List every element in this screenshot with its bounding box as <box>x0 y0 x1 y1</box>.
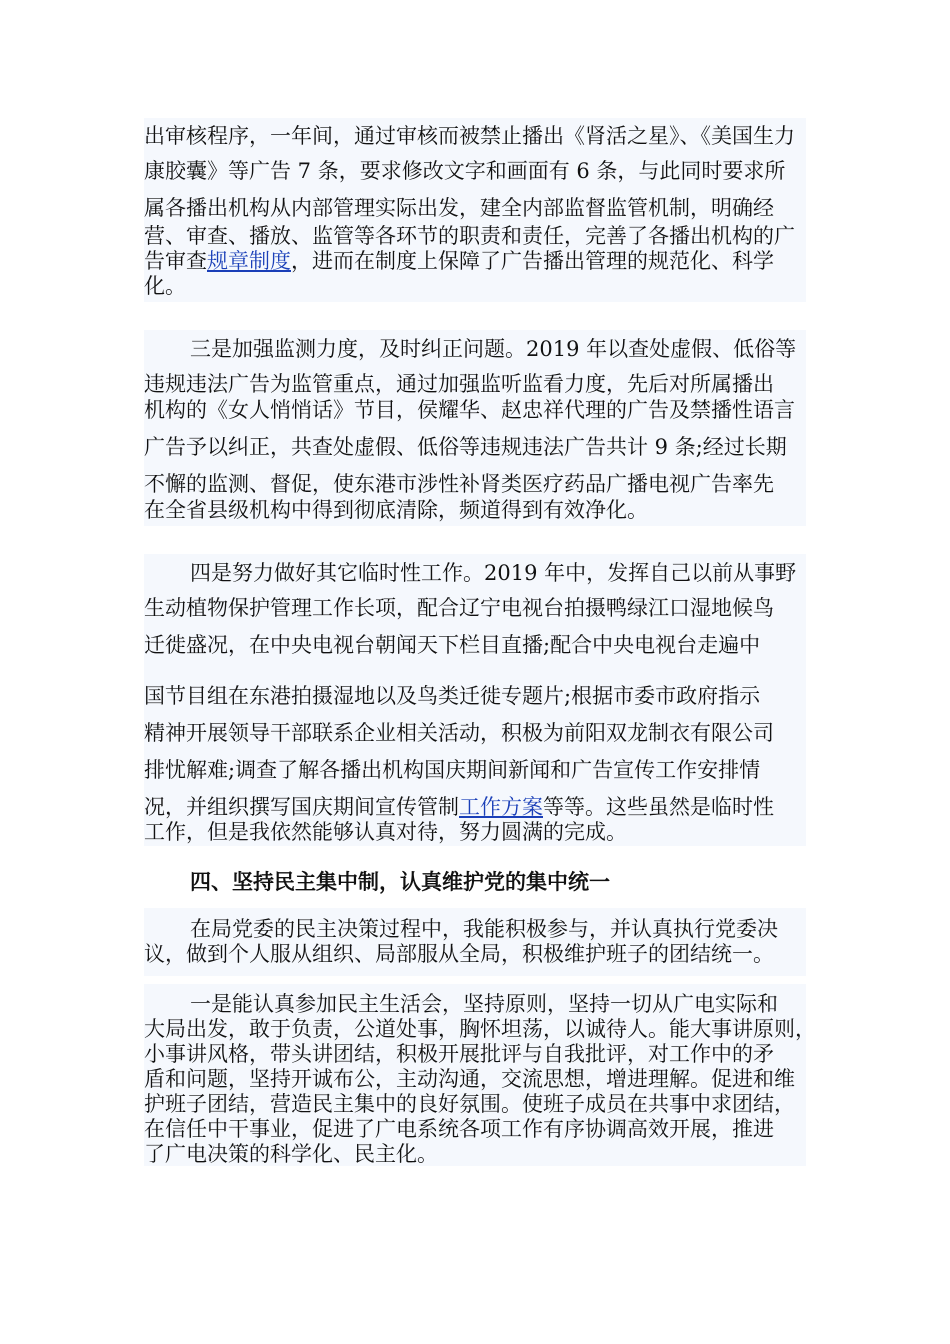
paragraph-5-line-7: 了广电决策的科学化、民主化。 <box>144 1142 438 1166</box>
paragraph-1-line-5 <box>144 248 824 274</box>
paragraph-1-line-4: 营、审查、播放、监管等各环节的职责和责任，完善了各播出机构的广 <box>144 224 795 248</box>
paragraph-5-line-4: 盾和问题，坚持开诚布公，主动沟通，交流思想，增进理解。促进和维 <box>144 1067 795 1091</box>
paragraph-2-line-6: 在全省县级机构中得到彻底清除，频道得到有效净化。 <box>144 498 648 522</box>
link-rules-system[interactable]: 规章制度 <box>207 249 291 273</box>
paragraph-3-line-5: 精神开展领导干部联系企业相关活动，积极为前阳双龙制衣有限公司 <box>144 721 774 745</box>
paragraph-1-line-3: 属各播出机构从内部管理实际出发，建全内部监督监管机制，明确经 <box>144 196 774 220</box>
paragraph-3-line-2: 生动植物保护管理工作长项，配合辽宁电视台拍摄鸭绿江口湿地候鸟 <box>144 596 774 620</box>
paragraph-3-line-7 <box>144 794 824 820</box>
link-work-plan[interactable]: 工作方案 <box>459 795 543 819</box>
paragraph-3-line-1: 四是努力做好其它临时性工作。2019 年中，发挥自己以前从事野 <box>190 561 797 585</box>
paragraph-4-line-1: 在局党委的民主决策过程中，我能积极参与，并认真执行党委决 <box>190 917 778 941</box>
paragraph-5-line-5: 护班子团结，营造民主集中的良好氛围。使班子成员在共事中求团结， <box>144 1092 795 1116</box>
paragraph-1-line-6: 化。 <box>144 274 186 298</box>
paragraph-2-line-5: 不懈的监测、督促，使东港市涉性补肾类医疗药品广播电视广告率先 <box>144 472 774 496</box>
paragraph-1-line-5-post: ，进而在制度上保障了广告播出管理的规范化、科学 <box>291 249 774 273</box>
paragraph-3-line-6: 排忧解难;调查了解各播出机构国庆期间新闻和广告宣传工作安排情 <box>144 758 761 782</box>
paragraph-5-line-3: 小事讲风格，带头讲团结，积极开展批评与自我批评，对工作中的矛 <box>144 1042 774 1066</box>
paragraph-1-line-5-pre: 告审查 <box>144 249 207 273</box>
paragraph-4-line-2: 议，做到个人服从组织、局部服从全局，积极维护班子的团结统一。 <box>144 942 774 966</box>
paragraph-3-line-7-post: 等等。这些虽然是临时性 <box>543 795 774 819</box>
paragraph-5-line-6: 在信任中干事业，促进了广电系统各项工作有序协调高效开展，推进 <box>144 1117 774 1141</box>
paragraph-2-line-3: 机构的《女人悄悄话》节目，侯耀华、赵忠祥代理的广告及禁播性语言 <box>144 398 795 422</box>
paragraph-3-line-7-pre: 况，并组织撰写国庆期间宣传管制 <box>144 795 459 819</box>
section-heading: 四、坚持民主集中制，认真维护党的集中统一 <box>190 869 610 894</box>
paragraph-1-line-2: 康胶囊》等广告 7 条，要求修改文字和画面有 6 条，与此同时要求所 <box>144 159 786 183</box>
paragraph-5-line-2: 大局出发，敢于负责，公道处事，胸怀坦荡，以诚待人。能大事讲原则， <box>144 1017 816 1041</box>
paragraph-3-line-3: 迁徙盛况，在中央电视台朝闻天下栏目直播;配合中央电视台走遍中 <box>144 633 761 657</box>
paragraph-2-line-1: 三是加强监测力度，及时纠正问题。2019 年以查处虚假、低俗等 <box>190 337 797 361</box>
paragraph-2-line-2: 违规违法广告为监管重点，通过加强监听监看力度，先后对所属播出 <box>144 372 774 396</box>
paragraph-5-line-1: 一是能认真参加民主生活会，坚持原则，坚持一切从广电实际和 <box>190 992 778 1016</box>
paragraph-3-line-4: 国节目组在东港拍摄湿地以及鸟类迁徙专题片;根据市委市政府指示 <box>144 684 761 708</box>
paragraph-1-line-1: 出审核程序，一年间，通过审核而被禁止播出《肾活之星》、《美国生力 <box>144 124 795 148</box>
paragraph-2-line-4: 广告予以纠正，共查处虚假、低俗等违规违法广告共计 9 条;经过长期 <box>144 435 787 459</box>
paragraph-3-line-8: 工作，但是我依然能够认真对待，努力圆满的完成。 <box>144 820 627 844</box>
